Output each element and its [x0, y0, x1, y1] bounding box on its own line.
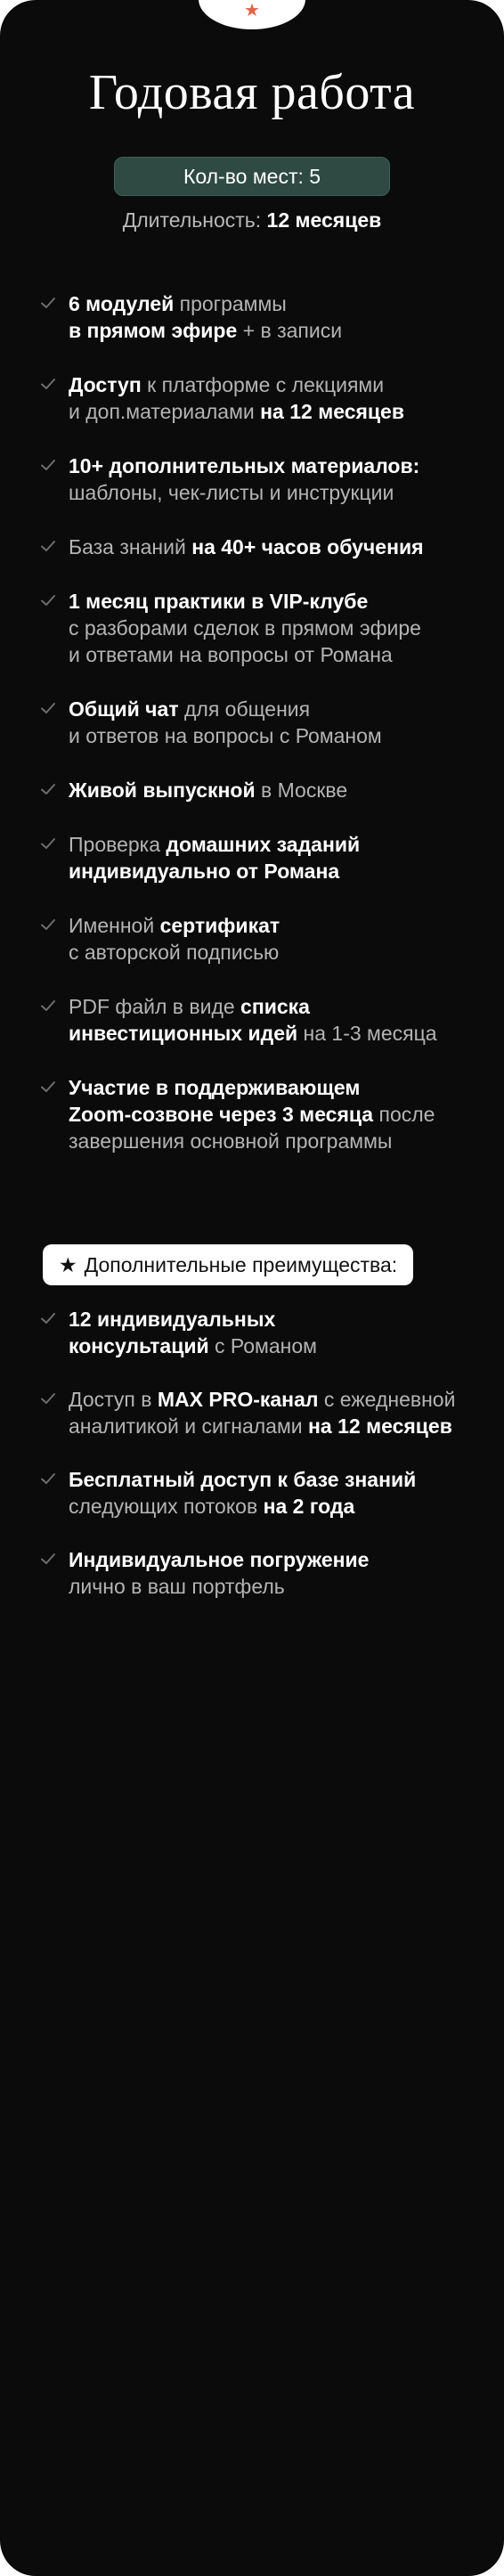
list-item — [39, 1074, 484, 1154]
bold-text: 1 месяц практики в VIP-клубе — [69, 590, 369, 613]
bold-text: списка — [240, 995, 310, 1018]
check-icon — [39, 1309, 57, 1327]
bold-text: в прямом эфире — [69, 319, 238, 342]
check-icon — [39, 1390, 57, 1407]
list-item — [39, 777, 484, 803]
bold-text: Участие в поддерживающем — [69, 1076, 361, 1099]
text: и ответов на вопросы с Романом — [69, 724, 382, 747]
text: с разборами сделок в прямом эфире — [69, 616, 421, 640]
text: для общения — [178, 697, 311, 721]
text: Именной — [69, 914, 160, 937]
list-item — [39, 290, 484, 344]
text: и ответами на вопросы от Романа — [69, 643, 393, 666]
list-item — [39, 1306, 484, 1359]
seats-badge: Кол-во мест: 5 — [114, 157, 390, 196]
bold-text: Zoom-созвоне через 3 месяца — [69, 1103, 374, 1126]
bold-text: сертификат — [159, 914, 280, 937]
list-item — [39, 1546, 484, 1600]
check-icon — [39, 537, 57, 555]
bold-text: Доступ — [69, 373, 142, 396]
check-icon — [39, 294, 57, 312]
text: и доп.материалами — [69, 400, 261, 423]
list-item — [39, 1466, 484, 1520]
text: PDF файл в виде — [69, 995, 241, 1018]
text: завершения основной программы — [69, 1129, 393, 1153]
bold-text: MAX PRO-канал — [157, 1388, 319, 1411]
list-item — [39, 588, 484, 668]
text: шаблоны, чек-листы и инструкции — [69, 481, 394, 504]
text: Проверка — [69, 833, 167, 856]
list-item — [39, 1386, 484, 1439]
check-icon — [39, 1470, 57, 1488]
text: на 1-3 месяца — [297, 1022, 437, 1045]
extras-badge — [43, 1244, 413, 1285]
bold-text: 6 модулей — [69, 292, 175, 315]
bold-text: индивидуально от Романа — [69, 860, 340, 883]
check-icon — [39, 375, 57, 393]
text: аналитикой и сигналами — [69, 1414, 309, 1438]
text: с ежедневной — [318, 1388, 456, 1411]
bold-text: на 12 месяцев — [308, 1414, 452, 1438]
bold-text: на 12 месяцев — [260, 400, 404, 423]
bold-text: Бесплатный доступ к базе знаний — [69, 1468, 417, 1491]
check-icon — [39, 780, 57, 798]
check-icon — [39, 1550, 57, 1568]
text: программы — [174, 292, 287, 315]
check-icon — [39, 835, 57, 852]
list-item — [39, 831, 484, 884]
bold-text: инвестиционных идей — [69, 1022, 298, 1045]
plan-title: Годовая работа — [88, 65, 416, 120]
text: База знаний — [69, 535, 192, 558]
duration-label: Длительность: — [122, 208, 267, 232]
text: лично в ваш портфель — [69, 1575, 285, 1598]
list-item — [39, 452, 484, 506]
star-icon: ★ — [244, 1, 260, 20]
bold-text: 12 индивидуальных — [69, 1308, 276, 1331]
bold-text: на 2 года — [263, 1495, 355, 1518]
star-icon: ★ — [59, 1253, 77, 1276]
bold-text: домашних заданий — [166, 833, 361, 856]
text: с Романом — [208, 1334, 317, 1357]
list-item — [39, 993, 484, 1047]
list-item — [39, 371, 484, 425]
text: в Москве — [255, 779, 348, 802]
list-item — [39, 696, 484, 749]
check-icon — [39, 699, 57, 717]
text: к платформе с лекциями — [141, 373, 385, 396]
text: следующих потоков — [69, 1495, 264, 1518]
extras-list — [39, 1306, 484, 1626]
check-icon — [39, 456, 57, 474]
check-icon — [39, 916, 57, 933]
duration-line — [0, 208, 504, 232]
features-list — [39, 290, 484, 1182]
extras-badge-label: Дополнительные преимущества: — [84, 1253, 398, 1276]
bold-text: Общий чат — [69, 697, 179, 721]
bold-text: на 40+ часов обучения — [191, 535, 424, 558]
duration-value: 12 месяцев — [266, 208, 382, 232]
bold-text: консультаций — [69, 1334, 209, 1357]
text: Доступ в — [69, 1388, 158, 1411]
bold-text: 10+ дополнительных материалов: — [69, 454, 420, 477]
text: с авторской подписью — [69, 941, 280, 964]
bold-text: Индивидуальное погружение — [69, 1548, 370, 1571]
check-icon — [39, 591, 57, 609]
list-item — [39, 912, 484, 966]
text: + в записи — [237, 319, 343, 342]
text: после — [373, 1103, 435, 1126]
bold-text: Живой выпускной — [69, 779, 256, 802]
list-item — [39, 534, 484, 560]
check-icon — [39, 1078, 57, 1096]
check-icon — [39, 997, 57, 1015]
